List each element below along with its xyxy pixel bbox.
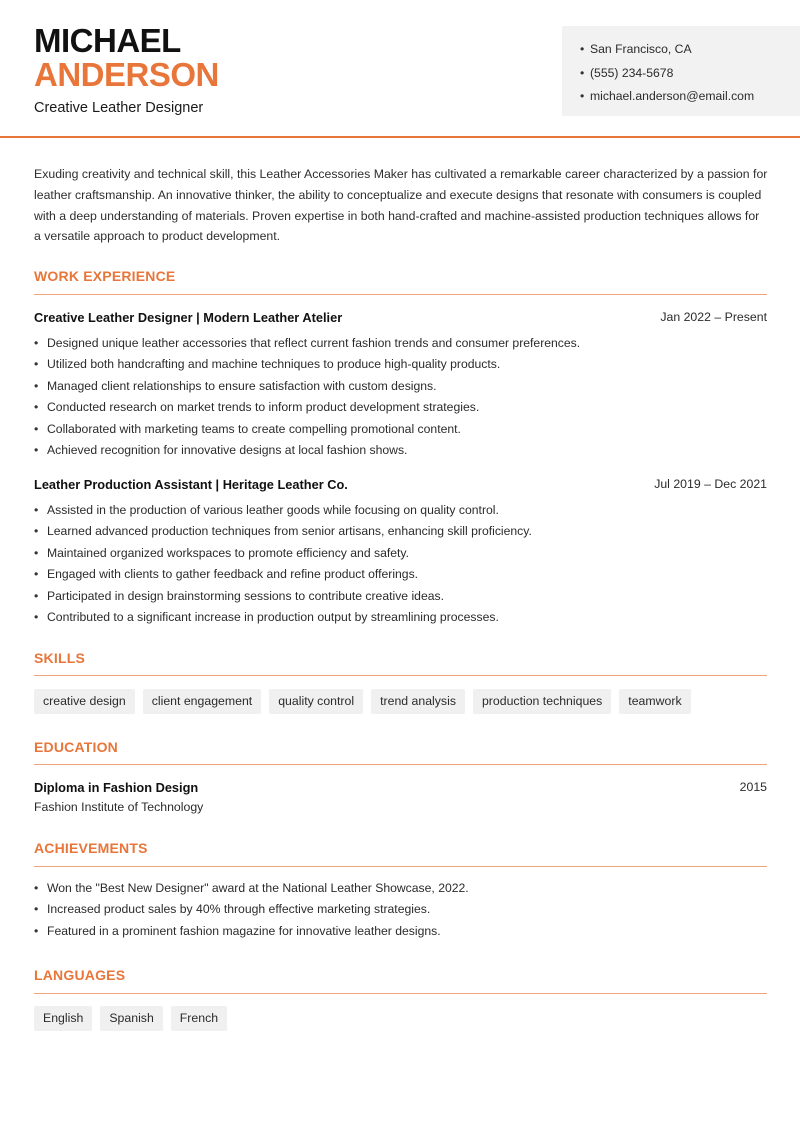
education-year: 2015 bbox=[739, 780, 767, 794]
list-item: • Managed client relationships to ensure satisfaction with custom designs. bbox=[34, 376, 774, 397]
list-item: • Won the "Best New Designer" award at the National Leather Showcase, 2022. bbox=[34, 878, 774, 899]
skills-list bbox=[34, 689, 691, 714]
list-item: • Learned advanced production techniques from senior artisans, enhancing skill proficiency. bbox=[34, 521, 774, 542]
list-item: • Conducted research on market trends to inform product development strategies. bbox=[34, 397, 774, 418]
section-title-skills: SKILLS bbox=[34, 650, 85, 666]
achievements-list bbox=[34, 878, 774, 942]
skill-tag: quality control bbox=[269, 689, 363, 714]
list-item: • Utilized both handcrafting and machine techniques to produce high-quality products. bbox=[34, 354, 774, 375]
job-title-2: Leather Production Assistant | Heritage Leather Co. bbox=[34, 477, 348, 492]
skill-tag: creative design bbox=[34, 689, 135, 714]
last-name: ANDERSON bbox=[34, 56, 219, 93]
contact-location: • San Francisco, CA bbox=[580, 38, 800, 62]
language-tag: Spanish bbox=[100, 1006, 162, 1031]
section-title-achievements: ACHIEVEMENTS bbox=[34, 840, 148, 856]
list-item: • Increased product sales by 40% through effective marketing strategies. bbox=[34, 899, 774, 920]
list-item: • Participated in design brainstorming sessions to contribute creative ideas. bbox=[34, 586, 774, 607]
language-tag: French bbox=[171, 1006, 227, 1031]
list-item: • Contributed to a significant increase in production output by streamlining processes. bbox=[34, 607, 774, 628]
contact-phone: • (555) 234-5678 bbox=[580, 62, 800, 86]
list-item: • Designed unique leather accessories that reflect current fashion trends and consumer preferences. bbox=[34, 333, 774, 354]
section-divider bbox=[34, 675, 767, 676]
contact-email: • michael.anderson@email.com bbox=[580, 85, 800, 109]
job-2-bullets bbox=[34, 500, 774, 628]
education-school: Fashion Institute of Technology bbox=[34, 800, 204, 814]
section-title-education: EDUCATION bbox=[34, 739, 118, 755]
list-item: • Achieved recognition for innovative designs at local fashion shows. bbox=[34, 440, 774, 461]
list-item: • Assisted in the production of various leather goods while focusing on quality control. bbox=[34, 500, 774, 521]
skill-tag: teamwork bbox=[619, 689, 690, 714]
first-name: MICHAEL bbox=[34, 22, 181, 59]
list-item: • Maintained organized workspaces to promote efficiency and safety. bbox=[34, 543, 774, 564]
list-item: • Engaged with clients to gather feedback and refine product offerings. bbox=[34, 564, 774, 585]
skill-tag: trend analysis bbox=[371, 689, 465, 714]
professional-summary: Exuding creativity and technical skill, this Leather Accessories Maker has cultivated a remarkable career characterized by a passion for leather craftsmanship. An innovative thinker, the ability to conceptualize and execute designs that resonate with consumers is coupled with a deep understanding of materials. Proven expertise in both hand-crafted and machine-assisted production techniques allows for a versatile approach to product development. bbox=[34, 167, 768, 244]
job-1-bullets bbox=[34, 333, 774, 461]
skill-tag: production techniques bbox=[473, 689, 611, 714]
list-item: • Featured in a prominent fashion magazine for innovative leather designs. bbox=[34, 921, 774, 942]
candidate-name bbox=[34, 24, 219, 92]
resume-header bbox=[0, 0, 800, 138]
section-title-work-experience: WORK EXPERIENCE bbox=[34, 268, 176, 284]
language-tag: English bbox=[34, 1006, 92, 1031]
job-role: Creative Leather Designer bbox=[34, 100, 204, 116]
contact-box bbox=[562, 26, 800, 116]
job-title-1: Creative Leather Designer | Modern Leather Atelier bbox=[34, 310, 343, 325]
list-item: • Collaborated with marketing teams to create compelling promotional content. bbox=[34, 419, 774, 440]
section-divider bbox=[34, 866, 767, 867]
section-divider bbox=[34, 294, 767, 295]
job-date-2: Jul 2019 – Dec 2021 bbox=[654, 477, 767, 491]
languages-list bbox=[34, 1006, 227, 1031]
job-date-1: Jan 2022 – Present bbox=[660, 310, 767, 324]
section-divider bbox=[34, 764, 767, 765]
skill-tag: client engagement bbox=[143, 689, 262, 714]
education-degree: Diploma in Fashion Design bbox=[34, 780, 199, 795]
section-title-languages: LANGUAGES bbox=[34, 967, 126, 983]
section-divider bbox=[34, 993, 767, 994]
